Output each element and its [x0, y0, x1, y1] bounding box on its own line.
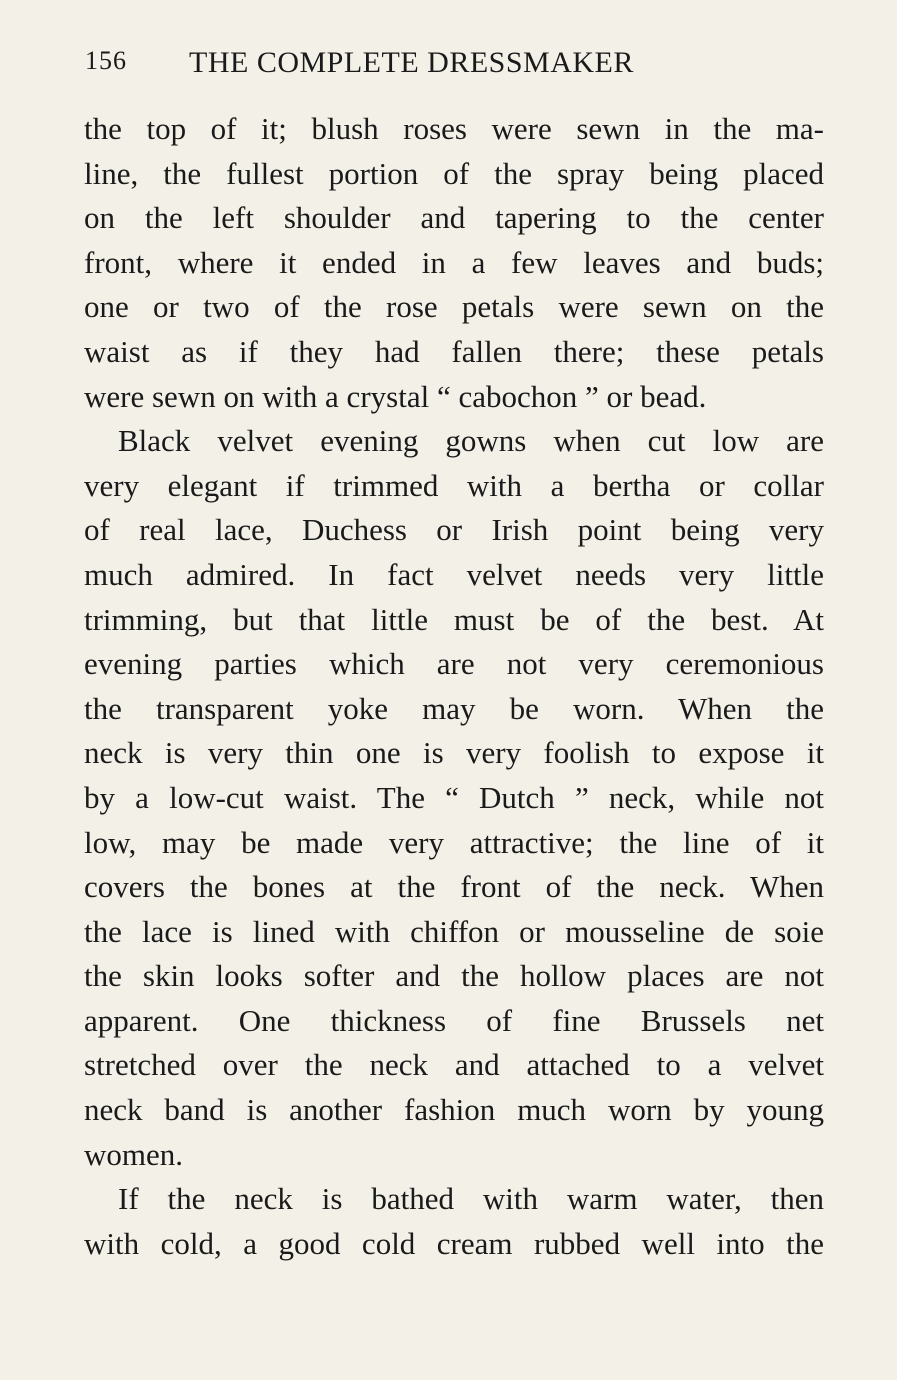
text-line: neck band is another fashion much worn by young	[84, 1092, 824, 1128]
text-line: much admired. In fact velvet needs very little	[84, 556, 824, 592]
text-line: covers the bones at the front of the neck. When	[84, 869, 824, 905]
text-line: stretched over the neck and attached to a velvet	[84, 1047, 824, 1083]
text-line: trimming, but that little must be of the best. At	[84, 601, 824, 637]
paragraph-start-line: If the neck is bathed with warm water, then	[118, 1181, 824, 1217]
text-line: very elegant if trimmed with a bertha or collar	[84, 467, 824, 503]
text-line: evening parties which are not very ceremonious	[84, 646, 824, 682]
text-line: the transparent yoke may be worn. When the	[84, 690, 824, 726]
text-line: women.	[84, 1136, 184, 1172]
text-line: the skin looks softer and the hollow places are not	[84, 958, 824, 994]
text-line: apparent. One thickness of fine Brussels net	[84, 1002, 824, 1038]
text-line: of real lace, Duchess or Irish point being very	[84, 512, 824, 548]
text-line: front, where it ended in a few leaves and buds;	[84, 244, 824, 280]
text-line: low, may be made very attractive; the line of it	[84, 824, 824, 860]
page-number: 156	[85, 46, 127, 75]
text-line: by a low-cut waist. The “ Dutch ” neck, while not	[84, 779, 824, 815]
text-line: line, the fullest portion of the spray being placed	[84, 155, 824, 191]
text-line: one or two of the rose petals were sewn on the	[84, 289, 824, 325]
running-head	[85, 46, 725, 86]
paragraph-start-line: Black velvet evening gowns when cut low are	[118, 423, 824, 459]
body-text	[84, 107, 824, 1266]
text-line: with cold, a good cold cream rubbed well into the	[84, 1225, 824, 1261]
text-line: the lace is lined with chiffon or mousseline de soie	[84, 913, 824, 949]
text-line: waist as if they had fallen there; these petals	[84, 333, 824, 369]
text-line: on the left shoulder and tapering to the center	[84, 200, 824, 236]
text-line: neck is very thin one is very foolish to expose it	[84, 735, 824, 771]
book-title: THE COMPLETE DRESSMAKER	[189, 46, 634, 79]
text-line: the top of it; blush roses were sewn in the ma-	[84, 111, 824, 146]
text-line: were sewn on with a crystal “ cabochon ” or bead.	[84, 378, 707, 414]
